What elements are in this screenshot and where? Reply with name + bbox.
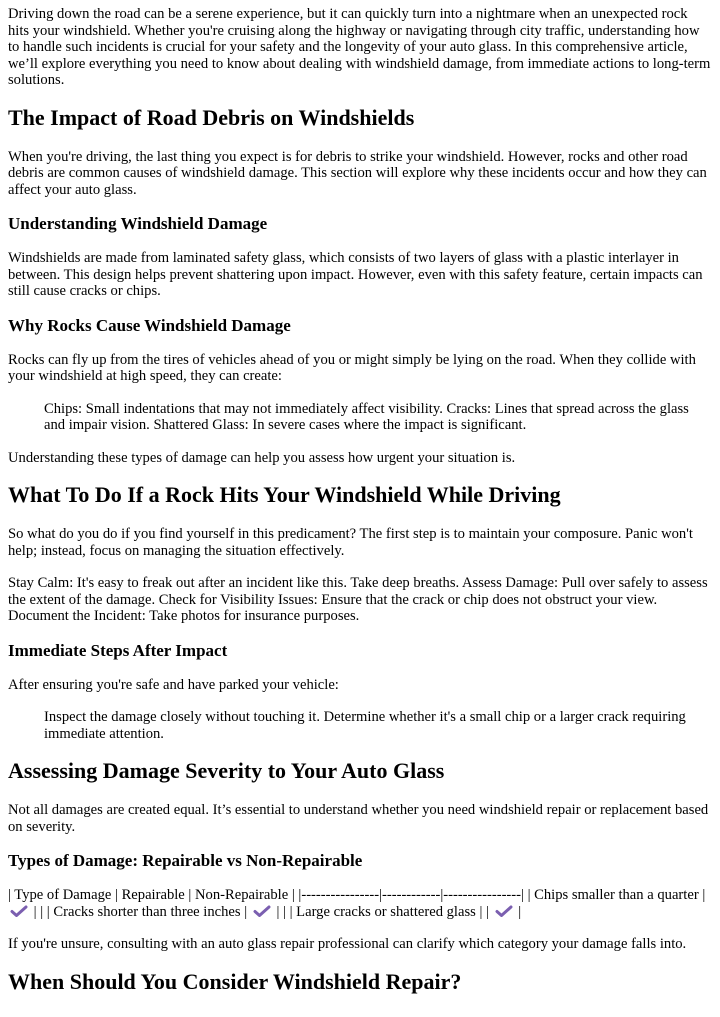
intro-paragraph: Driving down the road can be a serene experience, but it can quickly turn into a nightmare when an unexpected rock hits your windshield. Whether you're cruising along the highway or navigating through city traffic, understanding how to handle such incidents is crucial for your safety and the longevity of your auto glass. In this comprehensive article, we’ll explore everything you need to know about dealing with windshield damage, from immediate actions to long-term solutions. [8,6,711,88]
subheading-understanding-damage: Understanding Windshield Damage [8,214,268,233]
subheading-why-rocks: Why Rocks Cause Windshield Damage [8,315,291,335]
subheading-immediate-steps: Immediate Steps After Impact [8,640,228,660]
table-text-part-4: | [518,903,522,920]
check-icon [495,905,513,917]
section-heading-assessing-damage: Assessing Damage Severity to Your Auto Glass [8,758,445,783]
subheading-damage-types: Types of Damage: Repairable vs Non-Repairable [8,851,363,870]
section-heading-what-to-do: What To Do If a Rock Hits Your Windshield While Driving [8,482,561,507]
section-heading-road-debris: The Impact of Road Debris on Windshields [8,104,415,130]
steps-paragraph: Stay Calm: It's easy to freak out after an incident like this. Take deep breaths. Assess Damage: Pull over safely to assess the extent of the damage. Check for Visibility Issues: Ensure that the crack or chip does not obstruct your view. Document the Incident: Take photos for insurance purposes. [8,575,708,624]
what-to-do-paragraph: So what do you do if you find yourself in this predicament? The first step is to maintain your composure. Panic won't help; instead, focus on managing the situation effectively. [8,526,693,559]
immediate-steps-paragraph: After ensuring you're safe and have parked your vehicle: [8,676,339,693]
check-icon [253,905,271,917]
why-rocks-paragraph: Rocks can fly up from the tires of vehicles ahead of you or might simply be lying on the road. When they collide with your windshield at high speed, they can create: [8,351,696,384]
table-text-part-2: | | | Cracks shorter than three inches | [33,903,248,920]
table-text-part-1: | Type of Damage | Repairable | Non-Repairable | |----------------|------------|----------------| | Chips smaller than a quarter | [8,887,706,903]
immediate-steps-quote: Inspect the damage closely without touching it. Determine whether it's a small chip or a larger crack requiring immediate attention. [44,709,686,742]
assessing-damage-paragraph: Not all damages are created equal. It’s essential to understand whether you need windshield repair or replacement based on severity. [8,802,709,835]
road-debris-paragraph: When you're driving, the last thing you expect is for debris to strike your windshield. However, rocks and other road debris are common causes of windshield damage. This section will explore why these incidents occur and how they can affect your auto glass. [8,148,707,198]
section-heading-when-repair: When Should You Consider Windshield Repair? [8,968,462,994]
damage-table-text [8,887,712,920]
damage-types-quote: Chips: Small indentations that may not immediately affect visibility. Cracks: Lines that spread across the glass and impair vision. Shattered Glass: In severe cases where the impact is significant. [44,400,689,433]
unsure-paragraph: If you're unsure, consulting with an auto glass repair professional can clarify which category your damage falls into. [8,936,687,952]
understanding-damage-paragraph: Windshields are made from laminated safety glass, which consists of two layers of glass with a plastic interlayer in between. This design helps prevent shattering upon impact. However, even with this safety feature, certain impacts can still cause cracks or chips. [8,250,703,299]
table-text-part-3: | | | Large cracks or shattered glass | | [276,903,489,920]
check-icon [10,905,28,917]
damage-types-summary: Understanding these types of damage can help you assess how urgent your situation is. [8,449,516,466]
